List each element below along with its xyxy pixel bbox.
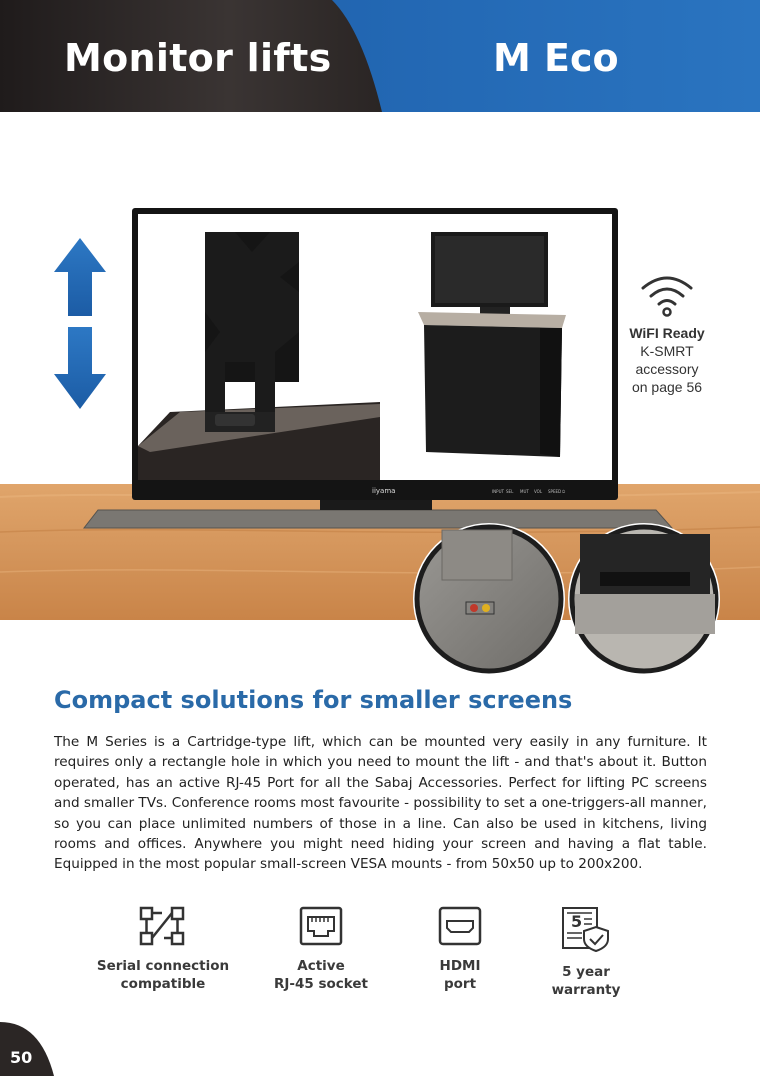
feature-label: RJ-45 socket (273, 976, 369, 992)
monitor-button-label: MUT (520, 489, 529, 494)
feature-label: warranty (551, 982, 621, 998)
monitor-button-label: SEL (506, 489, 514, 494)
header-right-title: M Eco (493, 36, 619, 80)
up-down-arrows-icon (54, 238, 106, 409)
feature-warranty (511, 905, 661, 999)
feature-label: compatible (120, 976, 206, 992)
wifi-icon (637, 272, 697, 318)
monitor-button-label: INPUT (492, 489, 504, 494)
monitor-button-label: VOL (534, 489, 543, 494)
wifi-line: on page 56 (631, 379, 703, 395)
feature-label: HDMI (439, 958, 481, 974)
product-illustration (0, 112, 760, 682)
feature-label: Serial connection (96, 958, 230, 974)
page-number-badge (0, 1022, 54, 1076)
wifi-ready-callout (612, 272, 722, 396)
feature-label: port (443, 976, 477, 992)
serial-connection-icon (138, 905, 188, 947)
warranty-badge-number: 5 (571, 912, 583, 931)
warranty-icon (560, 905, 612, 953)
page-number: 50 (10, 1048, 33, 1067)
section-heading: Compact solutions for smaller screens (54, 686, 573, 714)
monitor-button-label: SPEED (548, 489, 562, 494)
detail-inset-buttons (413, 523, 565, 675)
monitor-button-label: ⏻ (562, 489, 566, 494)
monitor-graphic (132, 208, 618, 510)
wifi-line: K-SMRT (640, 343, 694, 359)
monitor-brand: iiyama (372, 487, 396, 495)
wifi-title: WiFI Ready (629, 325, 705, 341)
feature-label: Active (297, 958, 345, 974)
wifi-line: accessory (635, 361, 699, 377)
rj45-socket-icon (298, 905, 344, 947)
page-header (0, 0, 760, 112)
hdmi-port-icon (437, 905, 483, 947)
section-body: The M Series is a Cartridge-type lift, which can be mounted very easily in any furniture. It requires only a rectangle hole in which you need to mount the lift - and that's about it. Button operated, has an active RJ-45 Port for all the Sabaj Accessories. Perfect for lifting PC screens and smaller TVs. Conference rooms most favourite - possibility to set a one-triggers-all manner, so you can place unlimited numbers of those in a line. Can also be used in kitchens, living rooms and offices. Anywhere you might need hiding your screen and having a flat table. Equipped in the most popular small-screen VESA mounts - from 50x50 up to 200x200. (54, 734, 707, 873)
header-left-title: Monitor lifts (64, 36, 332, 80)
feature-serial (88, 905, 238, 993)
feature-label: 5 year (562, 964, 610, 980)
detail-inset-connectors (568, 523, 720, 675)
feature-rj45 (246, 905, 396, 993)
